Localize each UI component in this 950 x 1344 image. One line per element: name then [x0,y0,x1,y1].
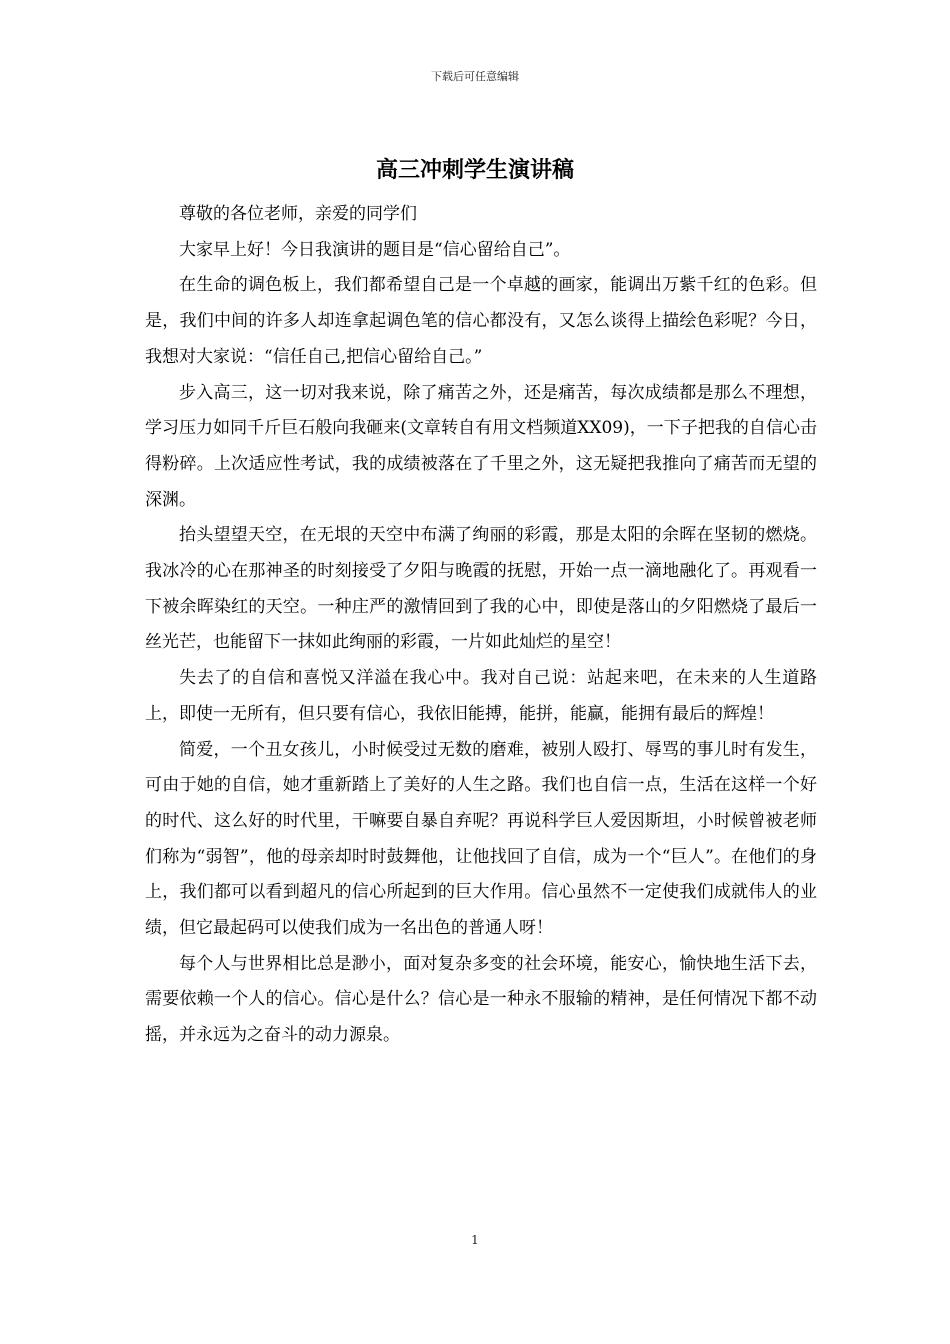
paragraph: 步入高三，这一切对我来说，除了痛苦之外，还是痛苦，每次成绩都是那么不理想，学习压力如同千斤巨石般向我砸来(文章转自有用文档频道XX09)，一下子把我的自信心击得粉碎。上次适应性考试，我的成绩被落在了千里之外，这无疑把我推向了痛苦而无望的深渊。 [145,382,817,510]
paragraph: 失去了的自信和喜悦又洋溢在我心中。我对自己说：站起来吧，在未来的人生道路上，即使一无所有，但只要有信心，我依旧能搏，能拼，能赢，能拥有最后的辉煌！ [145,668,817,724]
page-number: 1 [471,1233,479,1247]
salutation: 尊敬的各位老师，亲爱的同学们 [179,204,417,224]
document-body [145,197,817,1054]
paragraph: 简爱，一个丑女孩儿，小时候受过无数的磨难，被别人殴打、辱骂的事儿时有发生，可由于她的自信，她才重新踏上了美好的人生之路。我们也自信一点，生活在这样一个好的时代、这么好的时代里，干嘛要自暴自弃呢？再说科学巨人爱因斯坦，小时候曾被老师们称为“弱智”，他的母亲却时时鼓舞他，让他找回了自信，成为一个“巨人”。在他们的身上，我们都可以看到超凡的信心所起到的巨大作用。信心虽然不一定使我们成就伟人的业绩，但它最起码可以使我们成为一名出色的普通人呀！ [145,739,817,939]
header-note: 下载后可任意编辑 [431,70,519,83]
paragraph: 抬头望望天空，在无垠的天空中布满了绚丽的彩霞，那是太阳的余晖在坚韧的燃烧。我冰冷的心在那神圣的时刻接受了夕阳与晚霞的抚慰，开始一点一滴地融化了。再观看一下被余晖染红的天空。一种庄严的激情回到了我的心中，即使是落山的夕阳燃烧了最后一丝光芒，也能留下一抹如此绚丽的彩霞，一片如此灿烂的星空！ [145,525,817,653]
document-title: 高三冲刺学生演讲稿 [375,157,574,183]
paragraph: 每个人与世界相比总是渺小，面对复杂多变的社会环境，能安心，愉快地生活下去，需要依赖一个人的信心。信心是什么？信心是一种永不服输的精神，是任何情况下都不动摇，并永远为之奋斗的动力源泉。 [145,953,817,1046]
paragraph: 在生命的调色板上，我们都希望自己是一个卓越的画家，能调出万紫千红的色彩。但是，我们中间的许多人却连拿起调色笔的信心都没有，又怎么谈得上描绘色彩呢？今日，我想对大家说：“信任自己,把信心留给自己。” [145,275,817,367]
paragraph-greeting: 大家早上好！今日我演讲的题目是“信心留给自己”。 [179,239,571,260]
